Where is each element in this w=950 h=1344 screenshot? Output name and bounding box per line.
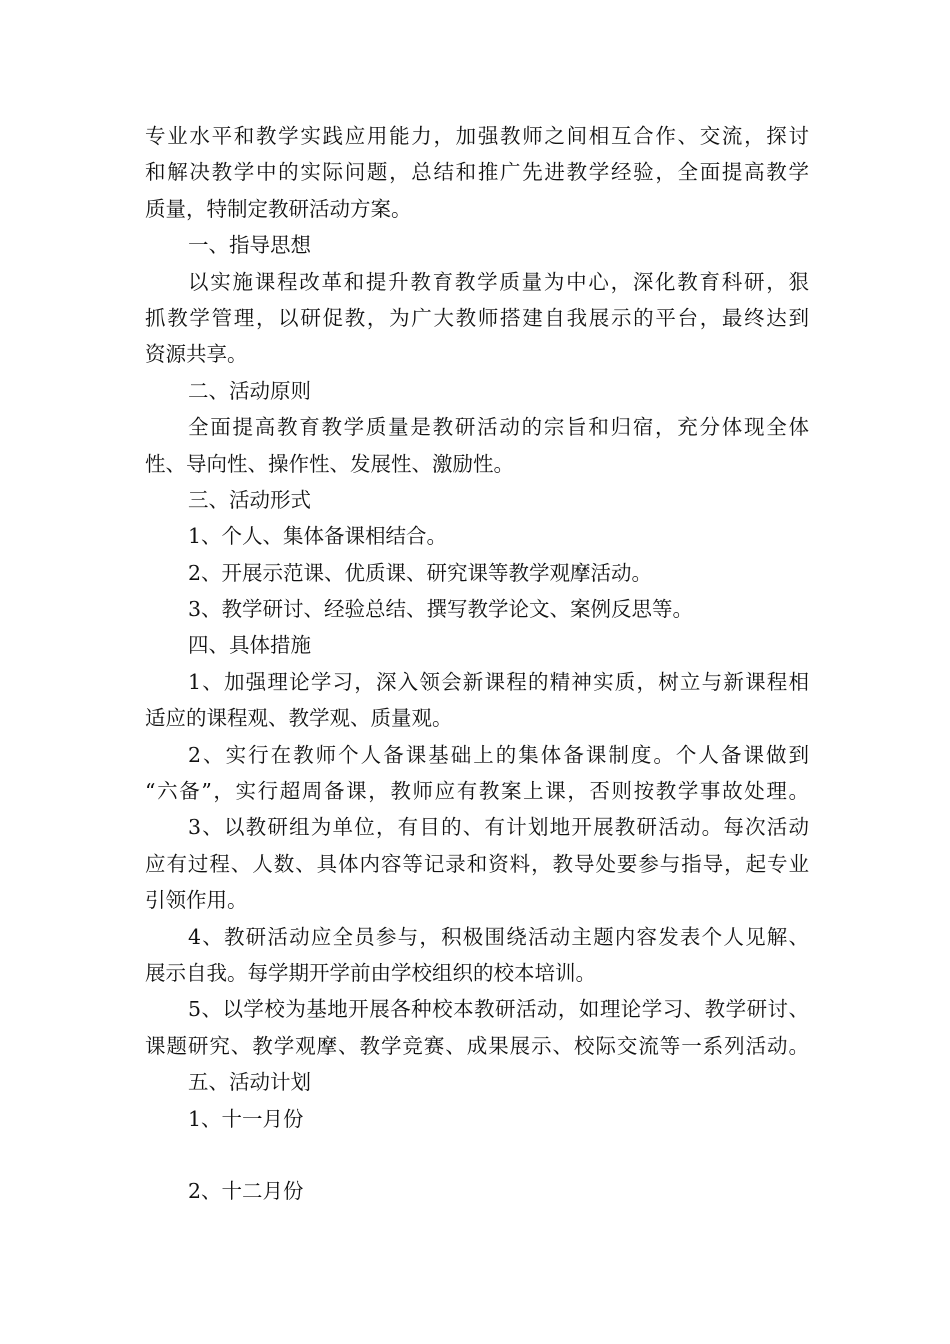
- paragraph-line: 以实施课程改革和提升教育教学质量为中心，深化教育科研，狠: [188, 269, 809, 294]
- paragraph-line: “六备”，实行超周备课，教师应有教案上课，否则按教学事故处理。: [145, 779, 809, 804]
- paragraph-line: 展示自我。每学期开学前由学校组织的校本培训。: [145, 960, 596, 985]
- list-item: 1、个人、集体备课相结合。: [188, 524, 448, 549]
- paragraph-line: 引领作用。: [145, 888, 248, 913]
- paragraph-line: 3、以教研组为单位，有目的、有计划地开展教研活动。每次活动: [188, 815, 809, 840]
- paragraph-line: 质量，特制定教研活动方案。: [145, 196, 412, 221]
- paragraph-line: 课题研究、教学观摩、教学竞赛、成果展示、校际交流等一系列活动。: [145, 1033, 809, 1058]
- paragraph-line: 4、教研活动应全员参与，积极围绕活动主题内容发表个人见解、: [188, 924, 809, 949]
- paragraph-line: 2、实行在教师个人备课基础上的集体备课制度。个人备课做到: [188, 742, 809, 767]
- paragraph-line: 全面提高教育教学质量是教研活动的宗旨和归宿，充分体现全体: [188, 415, 809, 440]
- paragraph-line: 1、加强理论学习，深入领会新课程的精神实质，树立与新课程相: [188, 669, 809, 694]
- paragraph-line: 5、以学校为基地开展各种校本教研活动，如理论学习、教学研讨、: [188, 997, 809, 1022]
- plan-item-november: 1、十一月份: [188, 1106, 304, 1131]
- paragraph-line: 适应的课程观、教学观、质量观。: [145, 706, 453, 731]
- section-heading-principles: 二、活动原则: [188, 378, 311, 403]
- paragraph-line: 性、导向性、操作性、发展性、激励性。: [145, 451, 514, 476]
- plan-item-december: 2、十二月份: [188, 1179, 304, 1204]
- paragraph-line: 抓教学管理，以研促教，为广大教师搭建自我展示的平台，最终达到: [145, 305, 809, 330]
- section-heading-measures: 四、具体措施: [188, 633, 311, 658]
- list-item: 3、教学研讨、经验总结、撰写教学论文、案例反思等。: [188, 597, 694, 622]
- paragraph-line: 资源共享。: [145, 342, 248, 367]
- blank-line: [145, 1137, 809, 1173]
- paragraph-line: 专业水平和教学实践应用能力，加强教师之间相互合作、交流，探讨: [145, 124, 809, 148]
- section-heading-guiding-thought: 一、指导思想: [188, 233, 311, 258]
- paragraph-line: 和解决教学中的实际问题，总结和推广先进教学经验，全面提高教学: [145, 160, 809, 185]
- list-item: 2、开展示范课、优质课、研究课等教学观摩活动。: [188, 560, 653, 585]
- paragraph-line: 应有过程、人数、具体内容等记录和资料，教导处要参与指导，起专业: [145, 851, 809, 876]
- section-heading-plan: 五、活动计划: [188, 1070, 311, 1095]
- section-heading-forms: 三、活动形式: [188, 487, 311, 512]
- document-body: [145, 118, 809, 1210]
